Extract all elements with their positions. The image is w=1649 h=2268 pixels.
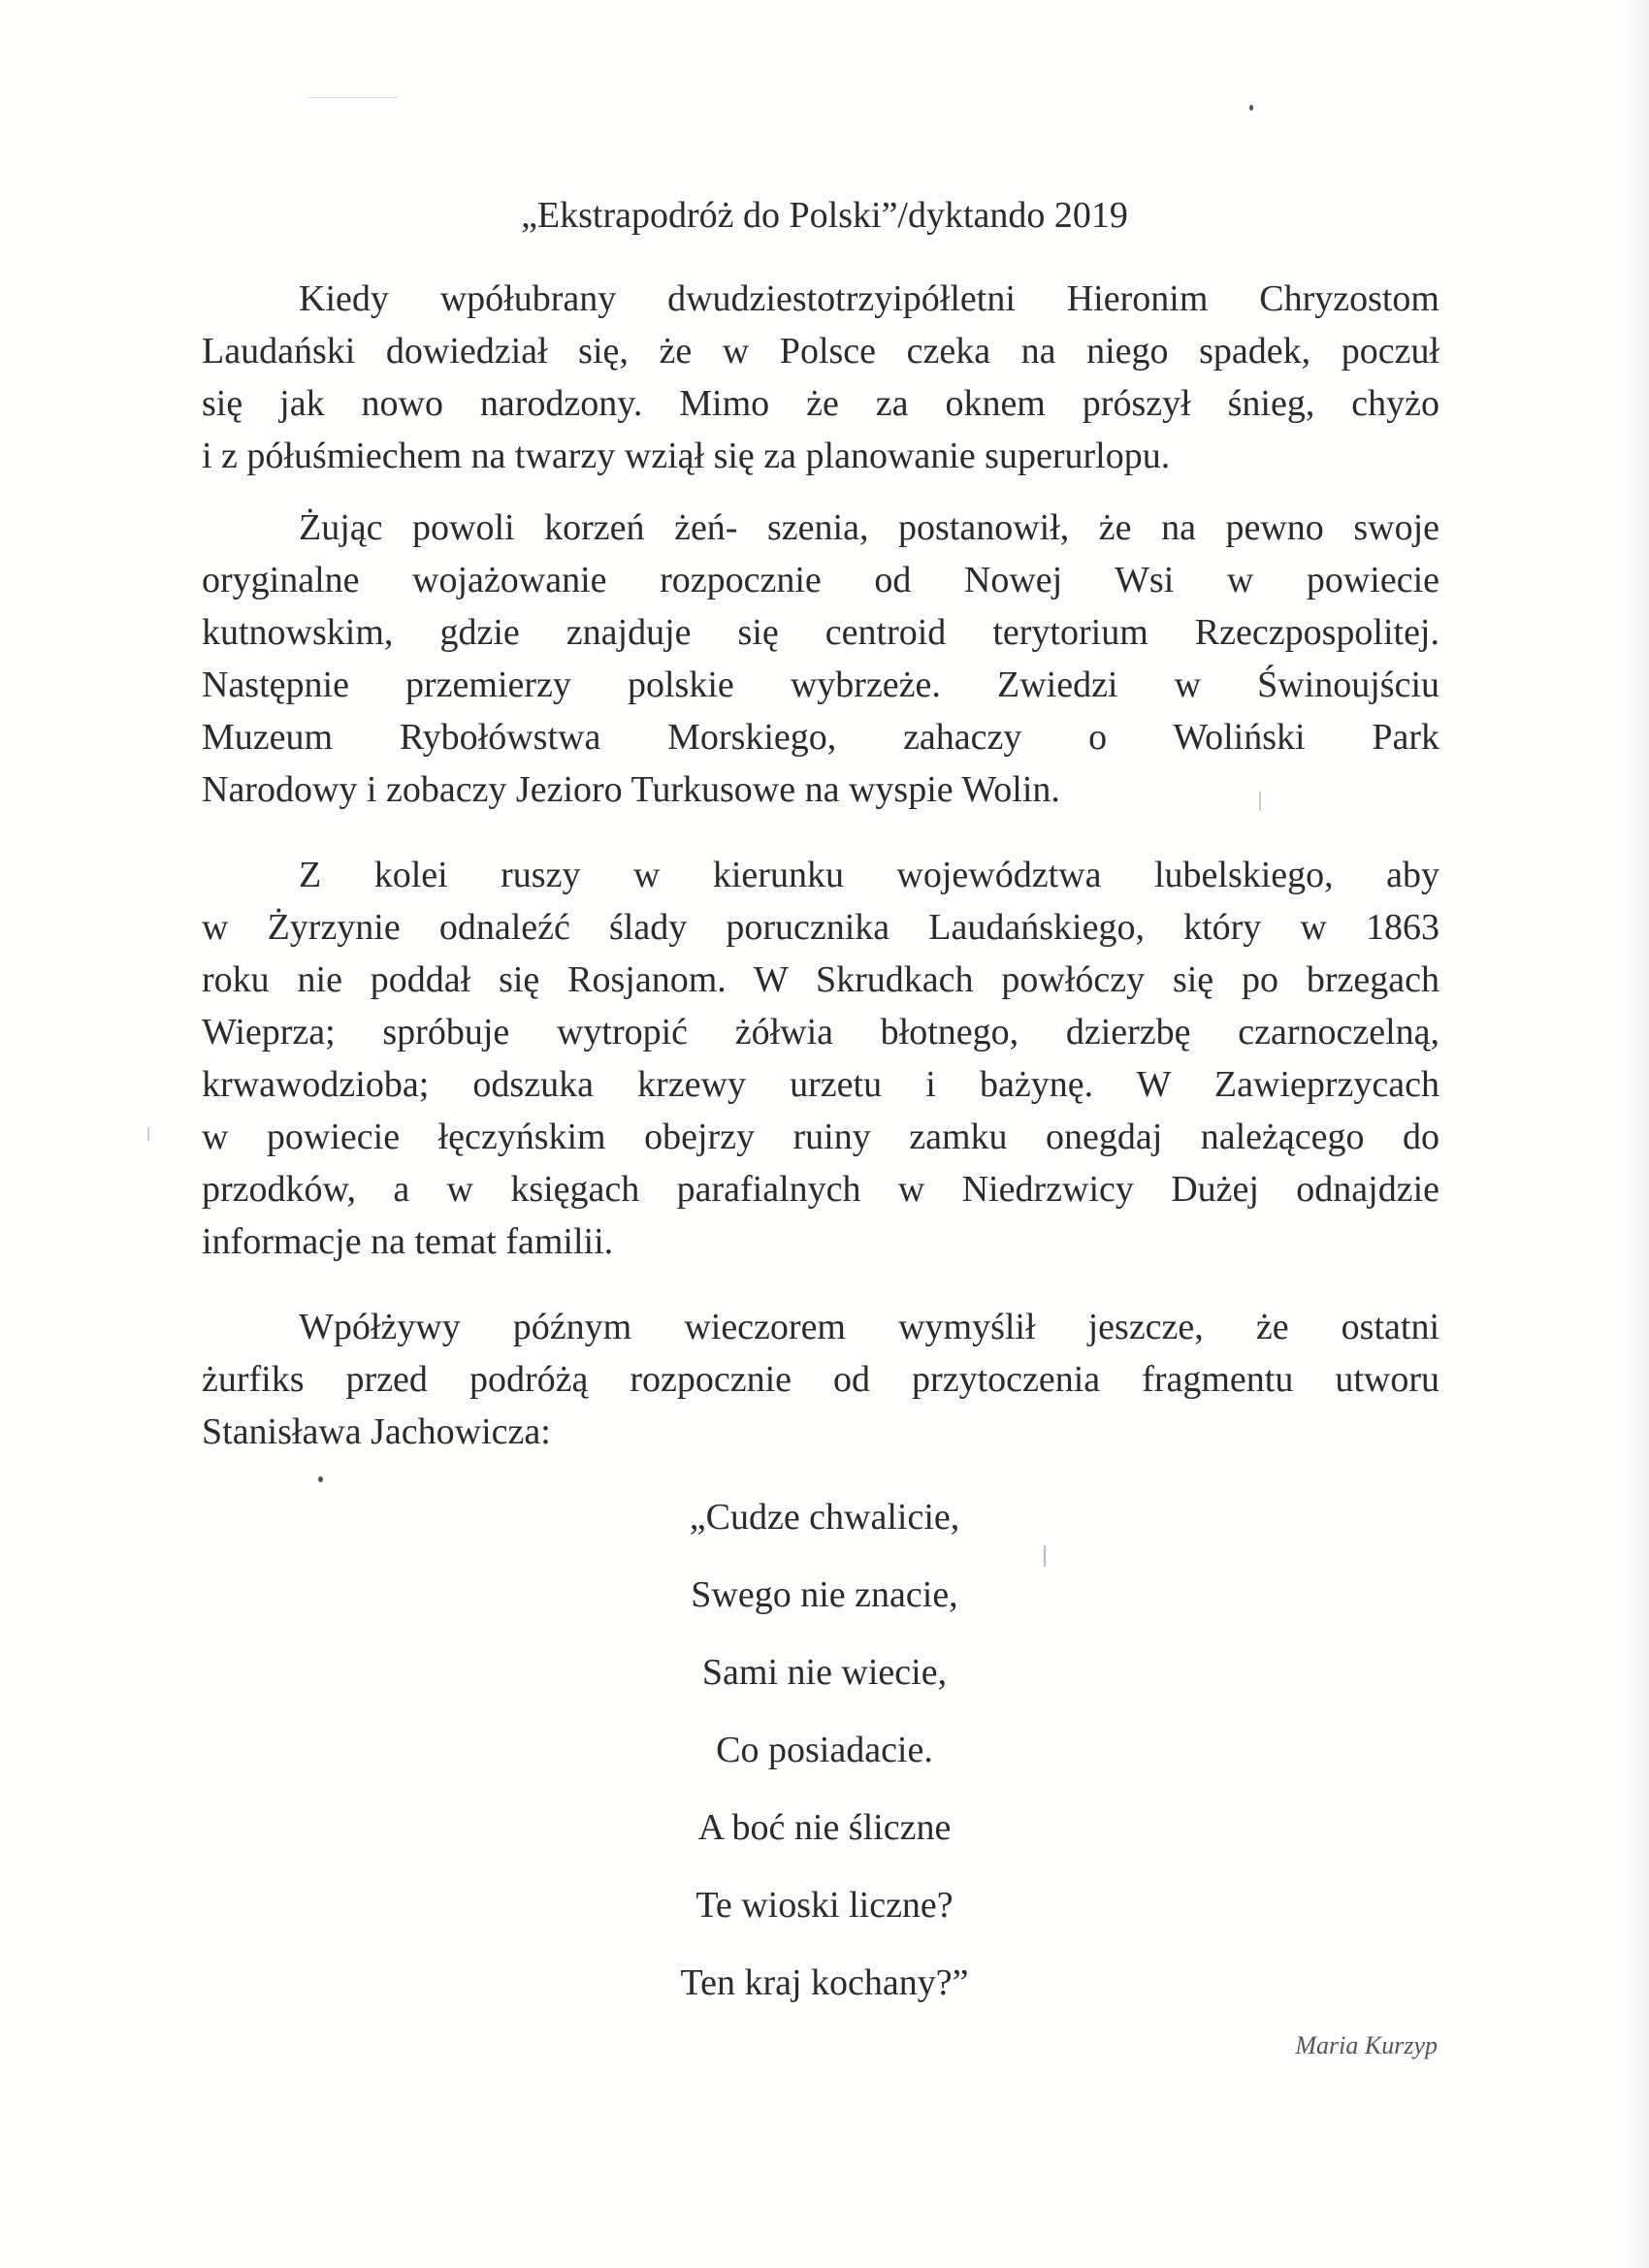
author-signature: Maria Kurzyp [1295,2031,1438,2059]
paragraph-3-line-8: informacje na temat familii. [202,1221,614,1262]
paragraph-1-line-4: i z półuśmiechem na twarzy wziął się za planowanie superurlopu. [202,436,1171,476]
poem-line-6: Te wioski liczne? [695,1885,954,1926]
paragraph-2-line-5: Muzeum Rybołówstwa Morskiego, zahaczy o Woliński Park [202,717,1439,758]
scan-speck [1249,105,1253,111]
poem-line-5: A boć nie śliczne [697,1807,952,1848]
poem-line-2: Swego nie znacie, [691,1574,958,1615]
paragraph-3-line-1: Z kolei ruszy w kierunku województwa lubelskiego, aby [299,855,1439,895]
paragraph-4-line-2: żurfiks przed podróżą rozpocznie od przytoczenia fragmentu utworu [202,1359,1439,1400]
paragraph-3-line-4: Wieprza; spróbuje wytropić żółwia błotnego, dzierzbę czarnoczelną, [202,1012,1439,1053]
document-title: „Ekstrapodróż do Polski”/dyktando 2019 [521,195,1128,236]
paragraph-2-line-2: oryginalne wojażowanie rozpocznie od Nowej Wsi w powiecie [202,560,1439,600]
paragraph-2-line-3: kutnowskim, gdzie znajduje się centroid terytorium Rzeczpospolitej. [202,612,1439,653]
paragraph-1-line-3: się jak nowo narodzony. Mimo że za oknem prószył śnieg, chyżo [202,383,1439,424]
poem-line-1: „Cudze chwalicie, [689,1497,960,1538]
poem-line-7: Ten kraj kochany?” [680,1962,969,2003]
paragraph-3-line-3: roku nie poddał się Rosjanom. W Skrudkach powłóczy się po brzegach [202,959,1439,1000]
paragraph-3-line-7: przodków, a w księgach parafialnych w Niedrzwicy Dużej odnajdzie [202,1169,1439,1210]
paragraph-1-line-2: Laudański dowiedział się, że w Polsce czeka na niego spadek, poczuł [202,331,1439,372]
paragraph-2-line-4: Następnie przemierzy polskie wybrzeże. Zwiedzi w Świnoujściu [202,664,1439,705]
scan-artifact-line [308,97,398,98]
paragraph-4-line-3: Stanisława Jachowicza: [202,1411,551,1452]
scan-speck [1044,1545,1046,1567]
paragraph-3-line-6: w powiecie łęczyńskim obejrzy ruiny zamku onegdaj należącego do [202,1117,1439,1157]
paragraph-1-line-1: Kiedy wpółubrany dwudziestotrzyipółletni Hieronim Chryzostom [299,278,1439,319]
paragraph-2-line-6: Narodowy i zobaczy Jezioro Turkusowe na wyspie Wolin. [202,769,1060,810]
poem-line-4: Co posiadacie. [716,1730,933,1770]
paragraph-3-line-2: w Żyrzynie odnaleźć ślady porucznika Laudańskiego, który w 1863 [202,907,1439,948]
poem-line-3: Sami nie wiecie, [701,1652,948,1693]
scan-speck [147,1127,149,1141]
paragraph-2-line-1: Żując powoli korzeń żeń- szenia, postanowił, że na pewno swoje [299,507,1439,548]
paragraph-4-line-1: Wpółżywy późnym wieczorem wymyślił jeszcze, że ostatni [299,1307,1439,1347]
scan-speck [318,1476,323,1482]
paragraph-3-line-5: krwawodzioba; odszuka krzewy urzetu i bażynę. W Zawieprzycach [202,1064,1439,1105]
